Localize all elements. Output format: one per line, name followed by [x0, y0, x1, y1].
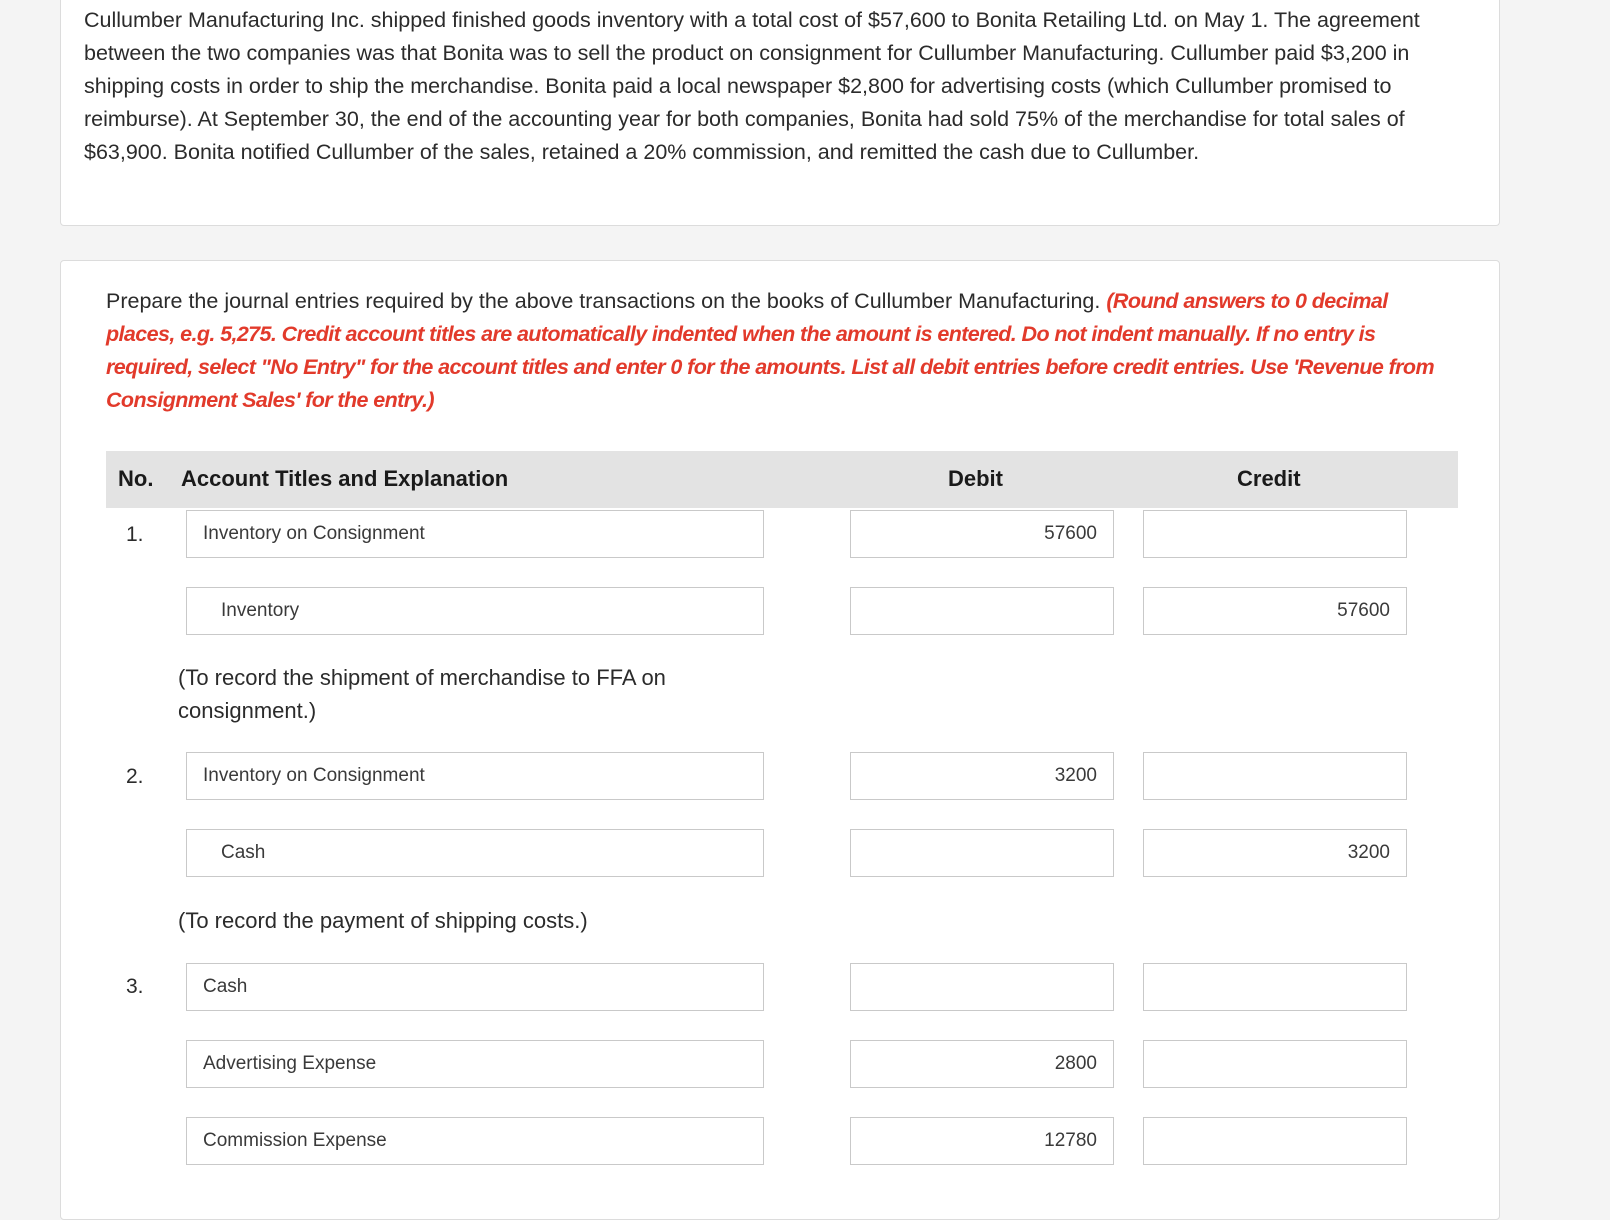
- col-header-debit: Debit: [948, 466, 1003, 491]
- debit-input[interactable]: 3200: [850, 752, 1114, 800]
- account-title-select[interactable]: Commission Expense: [186, 1117, 764, 1165]
- entry-number: 2.: [126, 765, 144, 788]
- entry-number: 1.: [126, 523, 144, 546]
- credit-input[interactable]: 57600: [1143, 587, 1407, 635]
- entry-explanation: (To record the payment of shipping costs.): [178, 908, 588, 933]
- credit-input[interactable]: [1143, 752, 1407, 800]
- journal-table-header: [106, 451, 1458, 508]
- question-prompt: Prepare the journal entries required by the above transactions on the books of Cullumber Manufacturing.: [106, 289, 1101, 313]
- credit-input[interactable]: [1143, 1040, 1407, 1088]
- debit-input[interactable]: [850, 829, 1114, 877]
- account-title-select[interactable]: Inventory on Consignment: [186, 510, 764, 558]
- instructions-note: (Round answers to 0 decimal places, e.g. 5,275. Credit account titles are automatically indented when the amount is entered. Do not indent manually. If no entry is required, select "No Entry" for the account titles and enter 0 for the amounts. List all debit entries before credit entries. Use 'Revenue from Consignment Sales' for the entry.): [106, 289, 1434, 412]
- credit-input[interactable]: [1143, 510, 1407, 558]
- account-title-select[interactable]: Inventory: [186, 587, 764, 635]
- col-header-credit: Credit: [1237, 466, 1301, 491]
- entry-explanation: (To record the shipment of merchandise to FFA on consignment.): [178, 665, 666, 723]
- debit-input[interactable]: [850, 587, 1114, 635]
- debit-input[interactable]: 12780: [850, 1117, 1114, 1165]
- col-header-account: Account Titles and Explanation: [181, 466, 509, 491]
- problem-text: Cullumber Manufacturing Inc. shipped finished goods inventory with a total cost of $57,600 to Bonita Retailing Ltd. on May 1. The agreement between the two companies was that Bonita was to sell the product on consignment for Cullumber Manufacturing. Cullumber paid $3,200 in shipping costs in order to ship the merchandise. Bonita paid a local newspaper $2,800 for advertising costs (which Cullumber promised to reimburse). At September 30, the end of the accounting year for both companies, Bonita had sold 75% of the merchandise for total sales of $63,900. Bonita notified Cullumber of the sales, retained a 20% commission, and remitted the cash due to Cullumber.: [84, 8, 1420, 164]
- account-title-select[interactable]: Advertising Expense: [186, 1040, 764, 1088]
- credit-input[interactable]: 3200: [1143, 829, 1407, 877]
- account-title-select[interactable]: Cash: [186, 963, 764, 1011]
- credit-input[interactable]: [1143, 963, 1407, 1011]
- debit-input[interactable]: 57600: [850, 510, 1114, 558]
- debit-input[interactable]: 2800: [850, 1040, 1114, 1088]
- entry-number: 3.: [126, 975, 144, 998]
- debit-input[interactable]: [850, 963, 1114, 1011]
- credit-input[interactable]: [1143, 1117, 1407, 1165]
- account-title-select[interactable]: Inventory on Consignment: [186, 752, 764, 800]
- question-instructions: [106, 285, 1456, 417]
- problem-card: [60, 0, 1500, 226]
- col-header-no: No.: [118, 466, 154, 491]
- account-title-select[interactable]: Cash: [186, 829, 764, 877]
- question-card: [60, 260, 1500, 1220]
